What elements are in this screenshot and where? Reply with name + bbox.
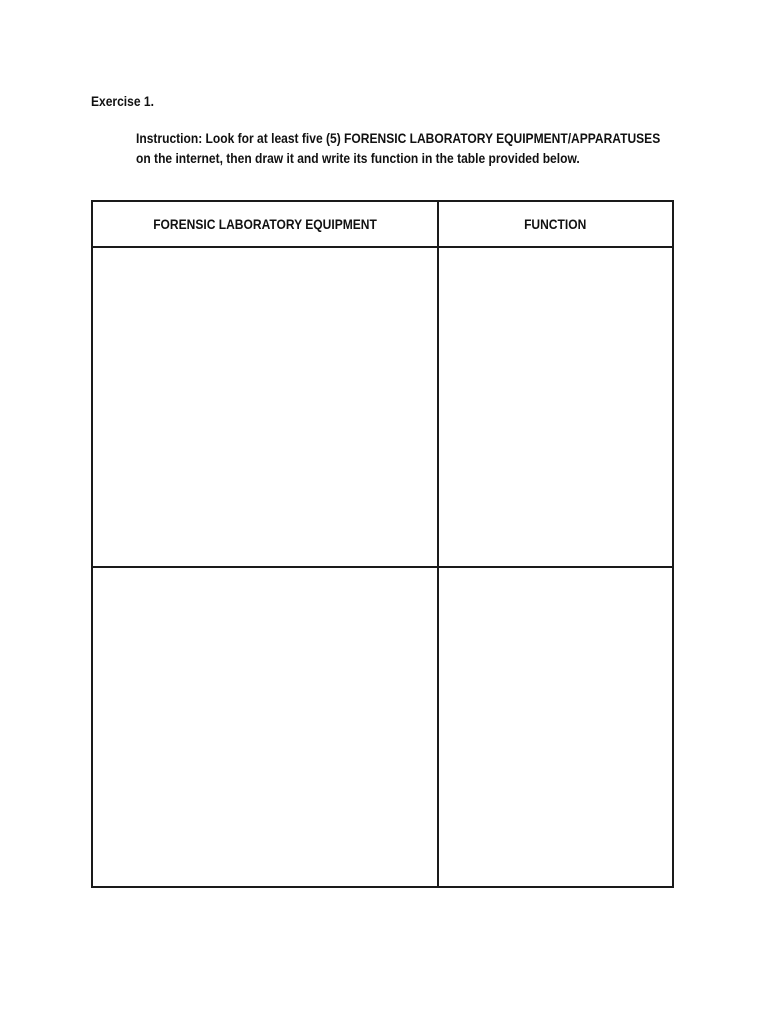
function-description-cell[interactable] bbox=[438, 567, 673, 887]
equipment-table bbox=[91, 200, 674, 888]
instruction-text bbox=[136, 128, 660, 168]
equipment-column-header bbox=[92, 201, 438, 247]
equipment-drawing-cell[interactable] bbox=[92, 567, 438, 887]
exercise-title: Exercise 1. bbox=[91, 93, 154, 109]
function-column-header-label: FUNCTION bbox=[524, 216, 587, 232]
table-row bbox=[92, 247, 673, 567]
table-header-row bbox=[92, 201, 673, 247]
instruction-line-1: Instruction: Look for at least five (5) FORENSIC LABORATORY EQUIPMENT/APPARATUSES bbox=[136, 130, 661, 146]
function-column-header bbox=[438, 201, 673, 247]
function-description-cell[interactable] bbox=[438, 247, 673, 567]
equipment-drawing-cell[interactable] bbox=[92, 247, 438, 567]
equipment-column-header-label: FORENSIC LABORATORY EQUIPMENT bbox=[153, 216, 377, 232]
instruction-line-2: on the internet, then draw it and write its function in the table provided below. bbox=[136, 150, 580, 166]
table-row bbox=[92, 567, 673, 887]
